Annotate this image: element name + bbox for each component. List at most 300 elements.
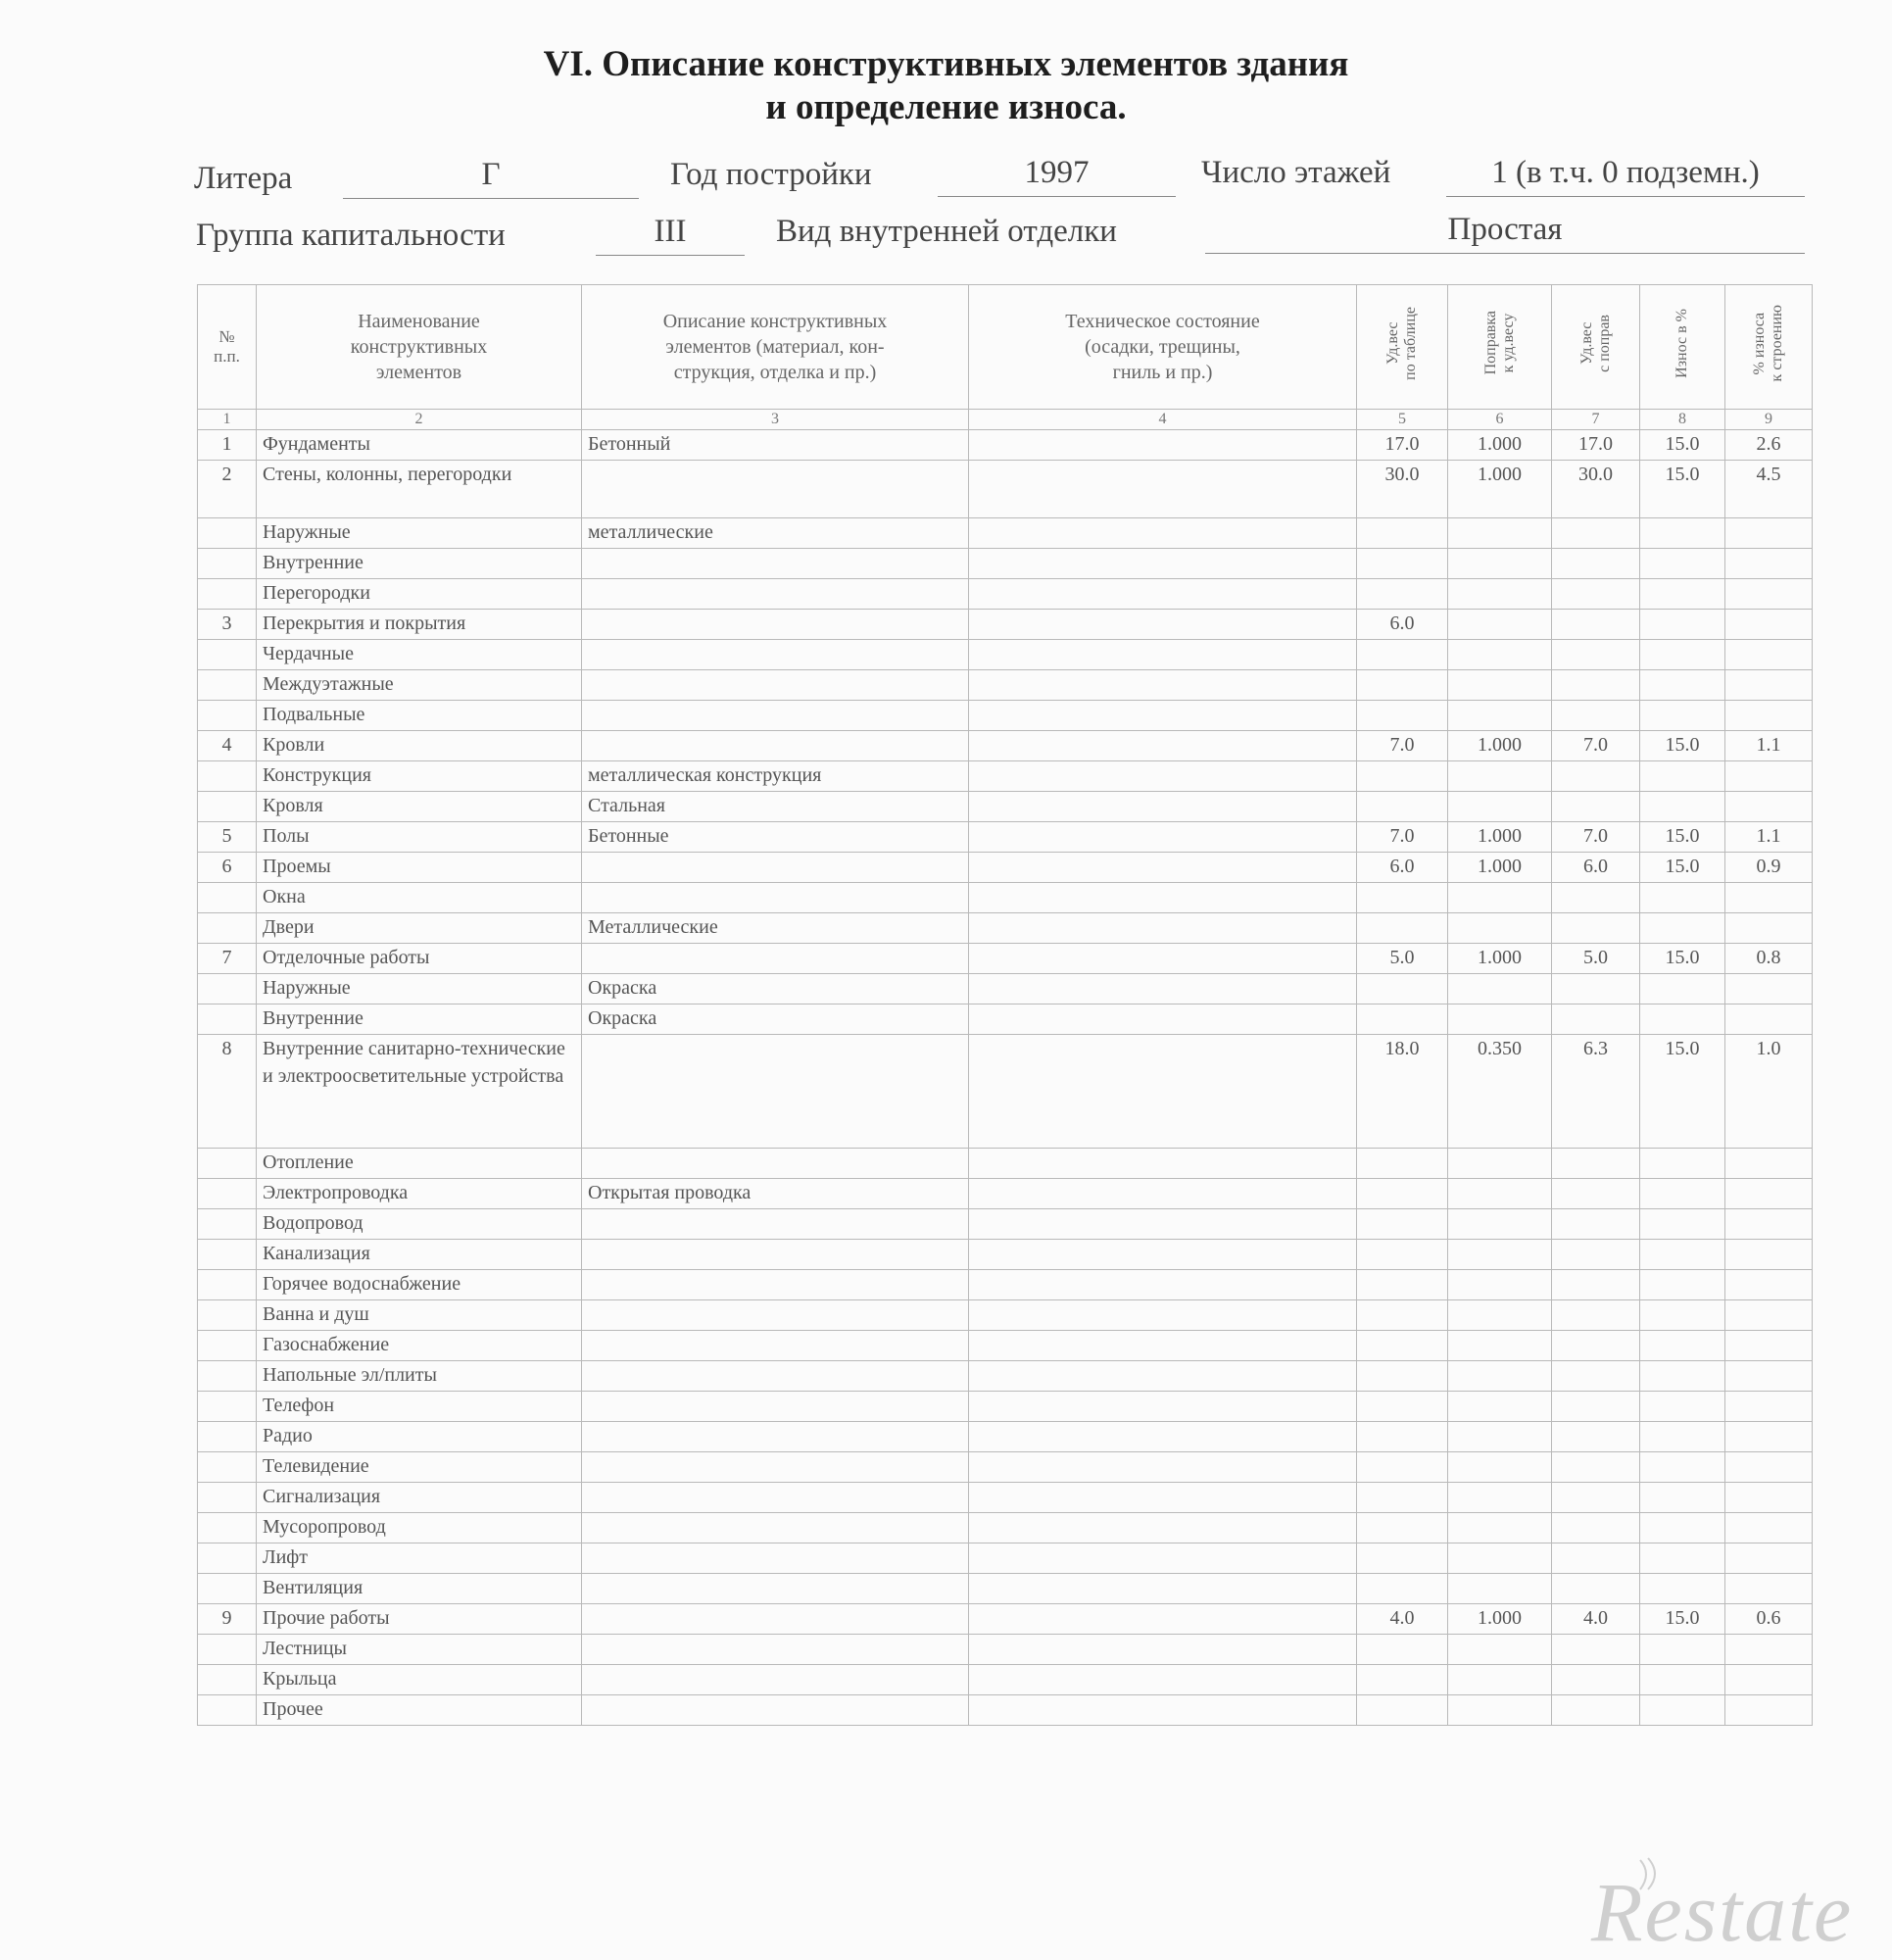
row-weight-table — [1357, 579, 1448, 610]
row-description: Окраска — [582, 974, 969, 1004]
col-header-7: Уд.вес с поправ — [1552, 285, 1640, 410]
row-wear-percent: 15.0 — [1640, 430, 1725, 461]
row-element-name: Отделочные работы — [257, 944, 582, 974]
row-weight-correction — [1448, 1422, 1552, 1452]
row-number — [198, 792, 257, 822]
row-weight-corrected — [1552, 1270, 1640, 1300]
row-number — [198, 1209, 257, 1240]
row-weight-correction — [1448, 1300, 1552, 1331]
col-header-desc: Описание конструктивных элементов (материал, кон- струкция, отделка и пр.) — [582, 285, 969, 410]
row-wear-to-building — [1725, 1361, 1813, 1392]
row-wear-to-building: 4.5 — [1725, 461, 1813, 518]
row-weight-correction — [1448, 1574, 1552, 1604]
row-weight-table — [1357, 1004, 1448, 1035]
row-condition — [969, 1361, 1357, 1392]
finish-underline — [1205, 253, 1805, 254]
row-wear-percent — [1640, 792, 1725, 822]
row-number — [198, 518, 257, 549]
row-wear-to-building — [1725, 579, 1813, 610]
row-weight-corrected — [1552, 518, 1640, 549]
table-row — [198, 1422, 1813, 1452]
row-number — [198, 579, 257, 610]
row-wear-percent — [1640, 1392, 1725, 1422]
row-element-name: Двери — [257, 913, 582, 944]
row-wear-percent: 15.0 — [1640, 822, 1725, 853]
row-weight-corrected: 6.0 — [1552, 853, 1640, 883]
row-wear-to-building — [1725, 1513, 1813, 1544]
row-wear-percent — [1640, 1240, 1725, 1270]
table-row — [198, 792, 1813, 822]
row-element-name: Внутренние санитарно-технические и электроосветительные устройства — [257, 1035, 582, 1149]
table-row — [198, 1004, 1813, 1035]
row-weight-table — [1357, 1392, 1448, 1422]
row-weight-corrected — [1552, 792, 1640, 822]
row-description — [582, 1544, 969, 1574]
row-description — [582, 1361, 969, 1392]
row-wear-to-building: 1.1 — [1725, 822, 1813, 853]
row-weight-correction — [1448, 1635, 1552, 1665]
row-element-name: Подвальные — [257, 701, 582, 731]
row-wear-percent — [1640, 1665, 1725, 1695]
col-number: 1 — [198, 410, 257, 430]
row-wear-to-building: 1.0 — [1725, 1035, 1813, 1149]
row-weight-corrected — [1552, 1483, 1640, 1513]
row-wear-to-building — [1725, 1270, 1813, 1300]
row-number: 8 — [198, 1035, 257, 1149]
row-description — [582, 1483, 969, 1513]
row-weight-table — [1357, 913, 1448, 944]
year-label: Год постройки — [670, 157, 872, 192]
row-weight-corrected: 17.0 — [1552, 430, 1640, 461]
row-weight-table — [1357, 1331, 1448, 1361]
row-weight-correction: 1.000 — [1448, 944, 1552, 974]
row-condition — [969, 1635, 1357, 1665]
row-element-name: Наружные — [257, 974, 582, 1004]
row-element-name: Прочие работы — [257, 1604, 582, 1635]
row-number — [198, 1004, 257, 1035]
row-weight-table — [1357, 1270, 1448, 1300]
row-element-name: Канализация — [257, 1240, 582, 1270]
table-row — [198, 1392, 1813, 1422]
row-number: 2 — [198, 461, 257, 518]
row-condition — [969, 1422, 1357, 1452]
row-condition — [969, 1483, 1357, 1513]
row-condition — [969, 1574, 1357, 1604]
row-number — [198, 549, 257, 579]
row-weight-correction — [1448, 549, 1552, 579]
row-weight-correction — [1448, 1483, 1552, 1513]
row-wear-to-building — [1725, 883, 1813, 913]
row-number — [198, 761, 257, 792]
row-element-name: Напольные эл/плиты — [257, 1361, 582, 1392]
row-condition — [969, 1665, 1357, 1695]
row-wear-to-building — [1725, 518, 1813, 549]
row-condition — [969, 461, 1357, 518]
row-wear-to-building — [1725, 1179, 1813, 1209]
row-number — [198, 1331, 257, 1361]
col-number: 5 — [1357, 410, 1448, 430]
row-wear-percent — [1640, 1270, 1725, 1300]
row-description: Бетонный — [582, 430, 969, 461]
row-weight-table — [1357, 1483, 1448, 1513]
group-underline — [596, 255, 745, 256]
row-weight-table — [1357, 670, 1448, 701]
floors-underline — [1446, 196, 1805, 197]
row-weight-correction — [1448, 1361, 1552, 1392]
row-weight-corrected — [1552, 1149, 1640, 1179]
col-number: 7 — [1552, 410, 1640, 430]
row-weight-correction — [1448, 1665, 1552, 1695]
row-weight-correction: 0.350 — [1448, 1035, 1552, 1149]
row-weight-correction: 1.000 — [1448, 853, 1552, 883]
row-element-name: Внутренние — [257, 549, 582, 579]
row-number — [198, 1513, 257, 1544]
row-weight-correction — [1448, 792, 1552, 822]
row-weight-correction — [1448, 1544, 1552, 1574]
row-wear-to-building — [1725, 1422, 1813, 1452]
row-weight-corrected: 7.0 — [1552, 731, 1640, 761]
row-number — [198, 701, 257, 731]
row-description — [582, 1513, 969, 1544]
row-weight-correction: 1.000 — [1448, 430, 1552, 461]
row-condition — [969, 974, 1357, 1004]
row-weight-table — [1357, 549, 1448, 579]
row-weight-table — [1357, 1240, 1448, 1270]
litera-label: Литера — [194, 161, 293, 196]
row-weight-correction — [1448, 1149, 1552, 1179]
year-underline — [938, 196, 1176, 197]
row-condition — [969, 549, 1357, 579]
row-weight-corrected — [1552, 1331, 1640, 1361]
row-description — [582, 579, 969, 610]
group-value: III — [654, 214, 687, 249]
table-row — [198, 1300, 1813, 1331]
table-row — [198, 1574, 1813, 1604]
row-element-name: Лестницы — [257, 1635, 582, 1665]
table-row — [198, 883, 1813, 913]
row-element-name: Электропроводка — [257, 1179, 582, 1209]
row-weight-correction: 1.000 — [1448, 822, 1552, 853]
row-condition — [969, 792, 1357, 822]
row-weight-correction: 1.000 — [1448, 731, 1552, 761]
row-number — [198, 1635, 257, 1665]
row-number: 3 — [198, 610, 257, 640]
row-condition — [969, 883, 1357, 913]
row-weight-corrected — [1552, 549, 1640, 579]
row-wear-to-building: 0.6 — [1725, 1604, 1813, 1635]
table-header-row — [198, 285, 1813, 410]
table-row — [198, 1483, 1813, 1513]
row-weight-correction — [1448, 701, 1552, 731]
row-description — [582, 610, 969, 640]
row-condition — [969, 640, 1357, 670]
table-row — [198, 944, 1813, 974]
row-weight-table — [1357, 701, 1448, 731]
row-weight-corrected — [1552, 670, 1640, 701]
col-header-6: Поправка к уд.весу — [1448, 285, 1552, 410]
row-weight-correction — [1448, 640, 1552, 670]
row-number — [198, 1695, 257, 1726]
row-wear-percent — [1640, 1361, 1725, 1392]
row-description — [582, 1392, 969, 1422]
row-wear-to-building — [1725, 1544, 1813, 1574]
row-wear-to-building — [1725, 1149, 1813, 1179]
row-weight-table — [1357, 1544, 1448, 1574]
row-description — [582, 1635, 969, 1665]
table-row — [198, 610, 1813, 640]
row-wear-percent — [1640, 1544, 1725, 1574]
row-description — [582, 461, 969, 518]
row-weight-table — [1357, 640, 1448, 670]
row-number — [198, 1361, 257, 1392]
row-weight-correction — [1448, 1695, 1552, 1726]
row-wear-percent: 15.0 — [1640, 944, 1725, 974]
row-wear-percent — [1640, 1331, 1725, 1361]
row-wear-percent — [1640, 1179, 1725, 1209]
row-weight-table: 7.0 — [1357, 822, 1448, 853]
row-weight-correction — [1448, 974, 1552, 1004]
row-weight-corrected — [1552, 1422, 1640, 1452]
row-condition — [969, 1209, 1357, 1240]
row-description — [582, 1695, 969, 1726]
row-weight-corrected — [1552, 913, 1640, 944]
row-weight-corrected — [1552, 579, 1640, 610]
row-description: Открытая проводка — [582, 1179, 969, 1209]
watermark-text: Restate — [1591, 1865, 1854, 1959]
row-weight-corrected — [1552, 1452, 1640, 1483]
row-wear-to-building — [1725, 701, 1813, 731]
row-description — [582, 1604, 969, 1635]
row-weight-table — [1357, 518, 1448, 549]
row-weight-correction — [1448, 1513, 1552, 1544]
row-number — [198, 1574, 257, 1604]
col-number: 3 — [582, 410, 969, 430]
row-wear-percent — [1640, 701, 1725, 731]
table-row — [198, 1513, 1813, 1544]
row-description — [582, 1240, 969, 1270]
row-condition — [969, 944, 1357, 974]
row-description: Бетонные — [582, 822, 969, 853]
table-row — [198, 640, 1813, 670]
row-weight-corrected — [1552, 640, 1640, 670]
group-label: Группа капитальности — [196, 218, 506, 253]
row-weight-correction — [1448, 1179, 1552, 1209]
col-number: 9 — [1725, 410, 1813, 430]
row-condition — [969, 1035, 1357, 1149]
row-description: металлическая конструкция — [582, 761, 969, 792]
row-wear-to-building: 2.6 — [1725, 430, 1813, 461]
row-element-name: Проемы — [257, 853, 582, 883]
row-wear-percent — [1640, 1635, 1725, 1665]
finish-label: Вид внутренней отделки — [776, 214, 1117, 249]
row-element-name: Телефон — [257, 1392, 582, 1422]
row-wear-to-building — [1725, 1452, 1813, 1483]
table-row — [198, 1179, 1813, 1209]
row-number — [198, 1240, 257, 1270]
row-wear-to-building — [1725, 1300, 1813, 1331]
row-weight-corrected — [1552, 1361, 1640, 1392]
row-weight-table — [1357, 1695, 1448, 1726]
row-condition — [969, 822, 1357, 853]
row-weight-corrected — [1552, 1179, 1640, 1209]
row-weight-correction — [1448, 610, 1552, 640]
row-weight-table — [1357, 1300, 1448, 1331]
row-weight-table — [1357, 792, 1448, 822]
row-element-name: Вентиляция — [257, 1574, 582, 1604]
row-number — [198, 913, 257, 944]
row-wear-percent — [1640, 1513, 1725, 1544]
row-weight-table — [1357, 1574, 1448, 1604]
row-condition — [969, 1513, 1357, 1544]
table-body — [198, 430, 1813, 1726]
row-element-name: Водопровод — [257, 1209, 582, 1240]
row-element-name: Чердачные — [257, 640, 582, 670]
row-weight-corrected — [1552, 1513, 1640, 1544]
row-description — [582, 640, 969, 670]
row-condition — [969, 610, 1357, 640]
row-description — [582, 883, 969, 913]
row-weight-table: 18.0 — [1357, 1035, 1448, 1149]
table-row — [198, 1452, 1813, 1483]
col-header-no: № п.п. — [198, 285, 257, 410]
row-weight-corrected: 7.0 — [1552, 822, 1640, 853]
row-weight-correction — [1448, 883, 1552, 913]
row-element-name: Полы — [257, 822, 582, 853]
row-element-name: Телевидение — [257, 1452, 582, 1483]
row-wear-to-building — [1725, 640, 1813, 670]
row-wear-percent — [1640, 883, 1725, 913]
col-number: 2 — [257, 410, 582, 430]
row-weight-correction — [1448, 1452, 1552, 1483]
row-wear-to-building — [1725, 610, 1813, 640]
row-condition — [969, 1149, 1357, 1179]
table-row — [198, 1209, 1813, 1240]
row-weight-table — [1357, 974, 1448, 1004]
row-weight-table — [1357, 1635, 1448, 1665]
title-line-2: и определение износа. — [765, 87, 1127, 127]
row-wear-percent — [1640, 549, 1725, 579]
row-number — [198, 1270, 257, 1300]
row-condition — [969, 1004, 1357, 1035]
row-number — [198, 1179, 257, 1209]
row-element-name: Наружные — [257, 518, 582, 549]
row-weight-table: 7.0 — [1357, 731, 1448, 761]
row-number — [198, 670, 257, 701]
row-condition — [969, 579, 1357, 610]
wear-table — [197, 284, 1813, 1726]
table-row — [198, 549, 1813, 579]
row-wear-percent — [1640, 579, 1725, 610]
row-wear-percent — [1640, 974, 1725, 1004]
row-wear-to-building — [1725, 670, 1813, 701]
row-condition — [969, 731, 1357, 761]
row-number: 1 — [198, 430, 257, 461]
row-condition — [969, 761, 1357, 792]
row-description — [582, 549, 969, 579]
row-wear-percent — [1640, 761, 1725, 792]
row-description — [582, 944, 969, 974]
row-wear-to-building — [1725, 913, 1813, 944]
row-number: 9 — [198, 1604, 257, 1635]
row-condition — [969, 518, 1357, 549]
row-number — [198, 1544, 257, 1574]
row-element-name: Междуэтажные — [257, 670, 582, 701]
row-wear-to-building: 0.9 — [1725, 853, 1813, 883]
row-weight-correction — [1448, 1240, 1552, 1270]
col-header-8: Износ в % — [1640, 285, 1725, 410]
row-weight-table: 4.0 — [1357, 1604, 1448, 1635]
row-description — [582, 1209, 969, 1240]
row-weight-corrected — [1552, 1695, 1640, 1726]
finish-value: Простая — [1447, 212, 1563, 247]
floors-value: 1 (в т.ч. 0 подземн.) — [1491, 155, 1760, 190]
row-description — [582, 1149, 969, 1179]
col-header-9: % износа к строению — [1725, 285, 1813, 410]
row-weight-corrected — [1552, 1665, 1640, 1695]
row-number — [198, 883, 257, 913]
table-row — [198, 1331, 1813, 1361]
row-element-name: Мусоропровод — [257, 1513, 582, 1544]
row-weight-corrected — [1552, 701, 1640, 731]
row-condition — [969, 670, 1357, 701]
row-condition — [969, 913, 1357, 944]
table-row — [198, 1149, 1813, 1179]
row-condition — [969, 1300, 1357, 1331]
row-number: 6 — [198, 853, 257, 883]
row-weight-corrected — [1552, 1574, 1640, 1604]
row-weight-corrected: 30.0 — [1552, 461, 1640, 518]
row-weight-table — [1357, 883, 1448, 913]
row-wear-percent — [1640, 1004, 1725, 1035]
col-number-row — [198, 410, 1813, 430]
table-row — [198, 701, 1813, 731]
table-row — [198, 1604, 1813, 1635]
row-element-name: Горячее водоснабжение — [257, 1270, 582, 1300]
row-element-name: Газоснабжение — [257, 1331, 582, 1361]
row-wear-percent — [1640, 1574, 1725, 1604]
row-element-name: Прочее — [257, 1695, 582, 1726]
col-header-5: Уд.вес по таблице — [1357, 285, 1448, 410]
row-element-name: Лифт — [257, 1544, 582, 1574]
row-description — [582, 1300, 969, 1331]
row-element-name: Перекрытия и покрытия — [257, 610, 582, 640]
row-number — [198, 1422, 257, 1452]
row-number: 7 — [198, 944, 257, 974]
col-number: 6 — [1448, 410, 1552, 430]
row-weight-corrected — [1552, 1635, 1640, 1665]
row-description — [582, 1452, 969, 1483]
row-wear-percent: 15.0 — [1640, 731, 1725, 761]
row-number: 4 — [198, 731, 257, 761]
row-condition — [969, 853, 1357, 883]
title-line-1: VI. Описание конструктивных элементов здания — [543, 44, 1349, 84]
table-row — [198, 670, 1813, 701]
table-row — [198, 1035, 1813, 1149]
row-wear-percent — [1640, 1483, 1725, 1513]
row-element-name: Крыльца — [257, 1665, 582, 1695]
row-weight-corrected — [1552, 974, 1640, 1004]
row-wear-to-building — [1725, 1209, 1813, 1240]
row-wear-percent — [1640, 1452, 1725, 1483]
table-row — [198, 761, 1813, 792]
row-description — [582, 1331, 969, 1361]
row-description — [582, 1665, 969, 1695]
restate-watermark — [1591, 1865, 1885, 1959]
row-wear-to-building — [1725, 761, 1813, 792]
row-weight-table: 17.0 — [1357, 430, 1448, 461]
row-condition — [969, 1392, 1357, 1422]
row-weight-correction: 1.000 — [1448, 1604, 1552, 1635]
